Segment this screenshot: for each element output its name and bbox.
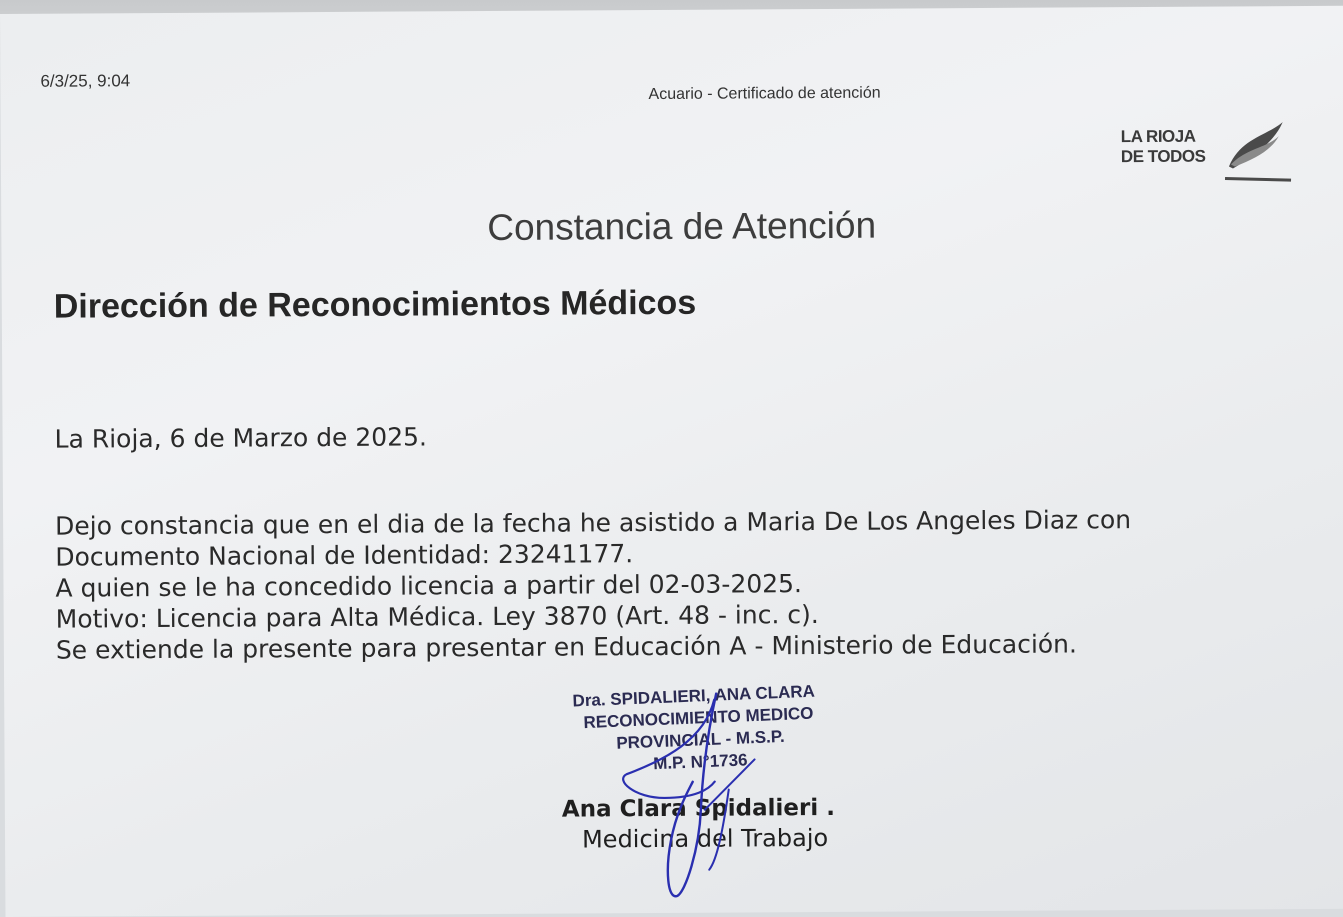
logo-line-1: LA RIOJA [1120, 126, 1196, 147]
logo-text [1121, 127, 1206, 168]
body-line: Dejo constancia que en el dia de la fecha he asistido a Maria De Los Angeles Diaz con [55, 505, 1132, 541]
office-heading: Dirección de Reconocimientos Médicos [53, 283, 697, 326]
body-line: Se extiende la presente para presentar en Educación A - Ministerio de Educación. [55, 629, 1078, 665]
document-title: Constancia de Atención [487, 204, 877, 249]
stamp-line-4: M.P. N°1736 [652, 750, 748, 774]
logo-flag-icon [1221, 118, 1296, 188]
stamp-line-2: RECONOCIMIENTO MEDICO [583, 703, 814, 733]
handwritten-signature [604, 669, 845, 910]
signer-role: Medicina del Trabajo [581, 823, 829, 854]
body-line: Motivo: Licencia para Alta Médica. Ley 3870 (Art. 48 - inc. c). [55, 600, 819, 634]
print-page-title: Acuario - Certificado de atención [648, 84, 881, 104]
la-rioja-logo [1121, 126, 1296, 197]
print-datetime: 6/3/25, 9:04 [40, 71, 131, 91]
signer-name: Ana Clara Spidalieri . [561, 794, 836, 823]
body-line: A quien se le ha concedido licencia a partir del 02-03-2025. [55, 569, 803, 603]
body-line: Documento Nacional de Identidad: 23241177. [55, 539, 634, 572]
certificate-body [55, 504, 1132, 666]
stamp-line-1: Dra. SPIDALIERI, ANA CLARA [572, 681, 816, 711]
document-page [0, 6, 1343, 917]
stamp-line-3: PROVINCIAL - M.S.P. [615, 726, 786, 753]
place-date: La Rioja, 6 de Marzo de 2025. [54, 422, 428, 454]
logo-line-2: DE TODOS [1120, 146, 1206, 167]
